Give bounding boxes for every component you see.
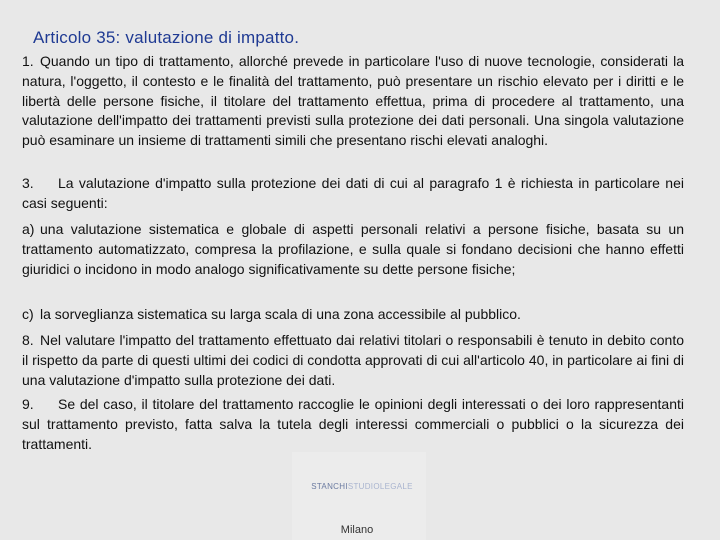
paragraph-marker: 3. xyxy=(22,175,34,191)
paragraph-text: Se del caso, il titolare del trattamento raccoglie le opinioni degli interessati o dei loro rappresentanti sul trattamento previsto, fatta salva la tutela degli interessi commerciali o pubblici o la sicurezza dei trattamenti. xyxy=(22,396,684,452)
paragraph-8 xyxy=(22,331,684,390)
paragraph-text: Nel valutare l'impatto del trattamento effettuato dai relativi titolari o responsabili è tenuto in debito conto il rispetto da parte di questi ultimi dei codici di condotta approvati di cui all'articolo 40, in particolare ai fini di una valutazione d'impatto sulla protezione dei dati. xyxy=(22,332,684,388)
paragraph-marker: a) xyxy=(22,221,35,237)
paragraph-c xyxy=(22,305,684,325)
paragraph-a xyxy=(22,220,684,279)
paragraph-marker: c) xyxy=(22,306,34,322)
logo-text-secondary: STUDIOLEGALE xyxy=(347,482,413,491)
paragraph-marker: 9. xyxy=(22,396,34,412)
paragraph-text: una valutazione sistematica e globale di aspetti personali relativi a persone fisiche, basata su un trattamento automatizzato, compresa la profilazione, e sulla quale si fondano decisioni che hanno effetti giuridici o incidono in modo analogo significativamente su dette persone fisiche; xyxy=(22,221,684,277)
paragraph-text: la sorveglianza sistematica su larga scala di una zona accessibile al pubblico. xyxy=(40,306,521,322)
studio-logo xyxy=(300,482,424,491)
article-title: Articolo 35: valutazione di impatto. xyxy=(33,28,300,47)
paragraph-marker: 1. xyxy=(22,53,34,69)
paragraph-marker: 8. xyxy=(22,332,34,348)
paragraph-text: La valutazione d'impatto sulla protezione dei dati di cui al paragrafo 1 è richiesta in particolare nei casi seguenti: xyxy=(22,175,684,211)
logo-text-primary: STANCHI xyxy=(311,482,348,491)
paragraph-3 xyxy=(22,174,684,214)
paragraph-1 xyxy=(22,52,684,151)
paragraph-text: Quando un tipo di trattamento, allorché prevede in particolare l'uso di nuove tecnologie, considerati la natura, l'oggetto, il contesto e le finalità del trattamento, può presentare un rischio elevato per i diritti e le libertà delle persone fisiche, il titolare del trattamento effettua, prima di procedere al trattamento, una valutazione dell'impatto dei trattamenti previsti sulla protezione dei dati personali. Una singola valutazione può esaminare un insieme di trattamenti simili che presentano rischi elevati analoghi. xyxy=(22,53,684,149)
footer-location: Milano xyxy=(340,524,374,536)
paragraph-9 xyxy=(22,395,684,454)
